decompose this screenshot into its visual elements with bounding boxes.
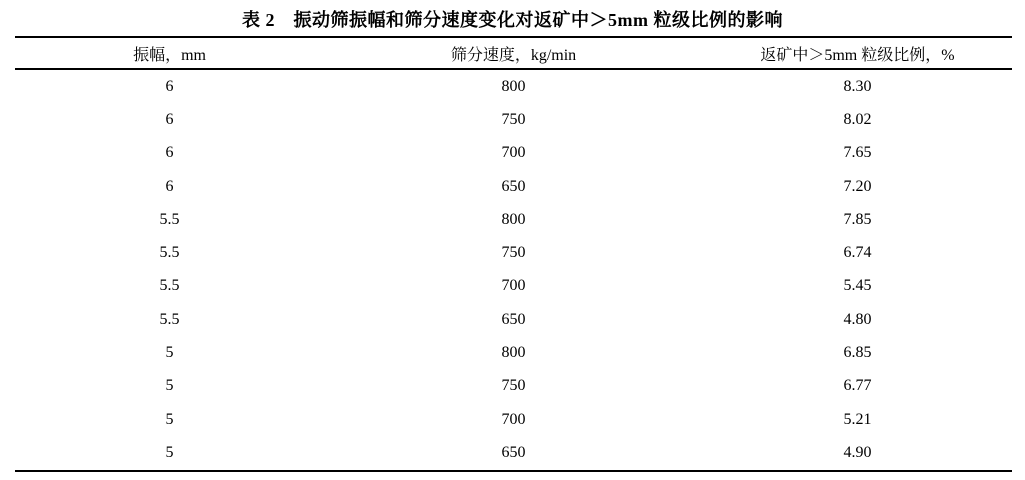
table-header-row <box>15 38 1012 70</box>
cell-ratio: 6.77 <box>843 377 872 395</box>
cell-speed: 750 <box>501 244 526 262</box>
table-title: 表 2 振动筛振幅和筛分速度变化对返矿中＞5mm 粒级比例的影响 <box>242 10 783 30</box>
table-row <box>15 436 1012 469</box>
table-row <box>15 336 1012 369</box>
cell-speed: 650 <box>501 310 526 328</box>
cell-speed: 650 <box>501 443 526 461</box>
cell-speed: 750 <box>501 377 526 395</box>
table-row <box>15 170 1012 203</box>
header-oversize-ratio: 返矿中＞5mm 粒级比例，% <box>760 46 955 64</box>
cell-amplitude: 6 <box>165 110 174 128</box>
cell-speed: 650 <box>501 177 526 195</box>
cell-ratio: 5.45 <box>843 277 872 295</box>
cell-ratio: 6.85 <box>843 344 872 362</box>
data-table <box>15 36 1012 472</box>
cell-amplitude: 6 <box>165 144 174 162</box>
cell-ratio: 7.20 <box>843 177 872 195</box>
table-row <box>15 403 1012 436</box>
cell-amplitude: 6 <box>165 77 174 95</box>
cell-ratio: 7.85 <box>843 210 872 228</box>
cell-amplitude: 5.5 <box>159 310 180 328</box>
header-screening-speed: 筛分速度，kg/min <box>450 46 577 64</box>
table-row <box>15 137 1012 170</box>
table-row <box>15 303 1012 336</box>
table-row <box>15 370 1012 403</box>
cell-amplitude: 5.5 <box>159 244 180 262</box>
cell-speed: 700 <box>501 410 526 428</box>
cell-speed: 800 <box>501 77 526 95</box>
cell-ratio: 8.30 <box>843 77 872 95</box>
cell-ratio: 5.21 <box>843 410 872 428</box>
cell-ratio: 4.80 <box>843 310 872 328</box>
cell-speed: 700 <box>501 277 526 295</box>
cell-ratio: 8.02 <box>843 110 872 128</box>
cell-speed: 700 <box>501 144 526 162</box>
cell-speed: 750 <box>501 110 526 128</box>
table-row <box>15 70 1012 103</box>
table-row <box>15 103 1012 136</box>
table-row <box>15 203 1012 236</box>
cell-amplitude: 5 <box>165 377 174 395</box>
cell-ratio: 4.90 <box>843 443 872 461</box>
cell-amplitude: 6 <box>165 177 174 195</box>
cell-amplitude: 5 <box>165 443 174 461</box>
cell-amplitude: 5 <box>165 344 174 362</box>
cell-amplitude: 5.5 <box>159 210 180 228</box>
header-amplitude: 振幅，mm <box>133 46 206 64</box>
cell-ratio: 7.65 <box>843 144 872 162</box>
cell-amplitude: 5.5 <box>159 277 180 295</box>
cell-ratio: 6.74 <box>843 244 872 262</box>
cell-speed: 800 <box>501 344 526 362</box>
table-row <box>15 236 1012 269</box>
cell-amplitude: 5 <box>165 410 174 428</box>
cell-speed: 800 <box>501 210 526 228</box>
table-row <box>15 270 1012 303</box>
